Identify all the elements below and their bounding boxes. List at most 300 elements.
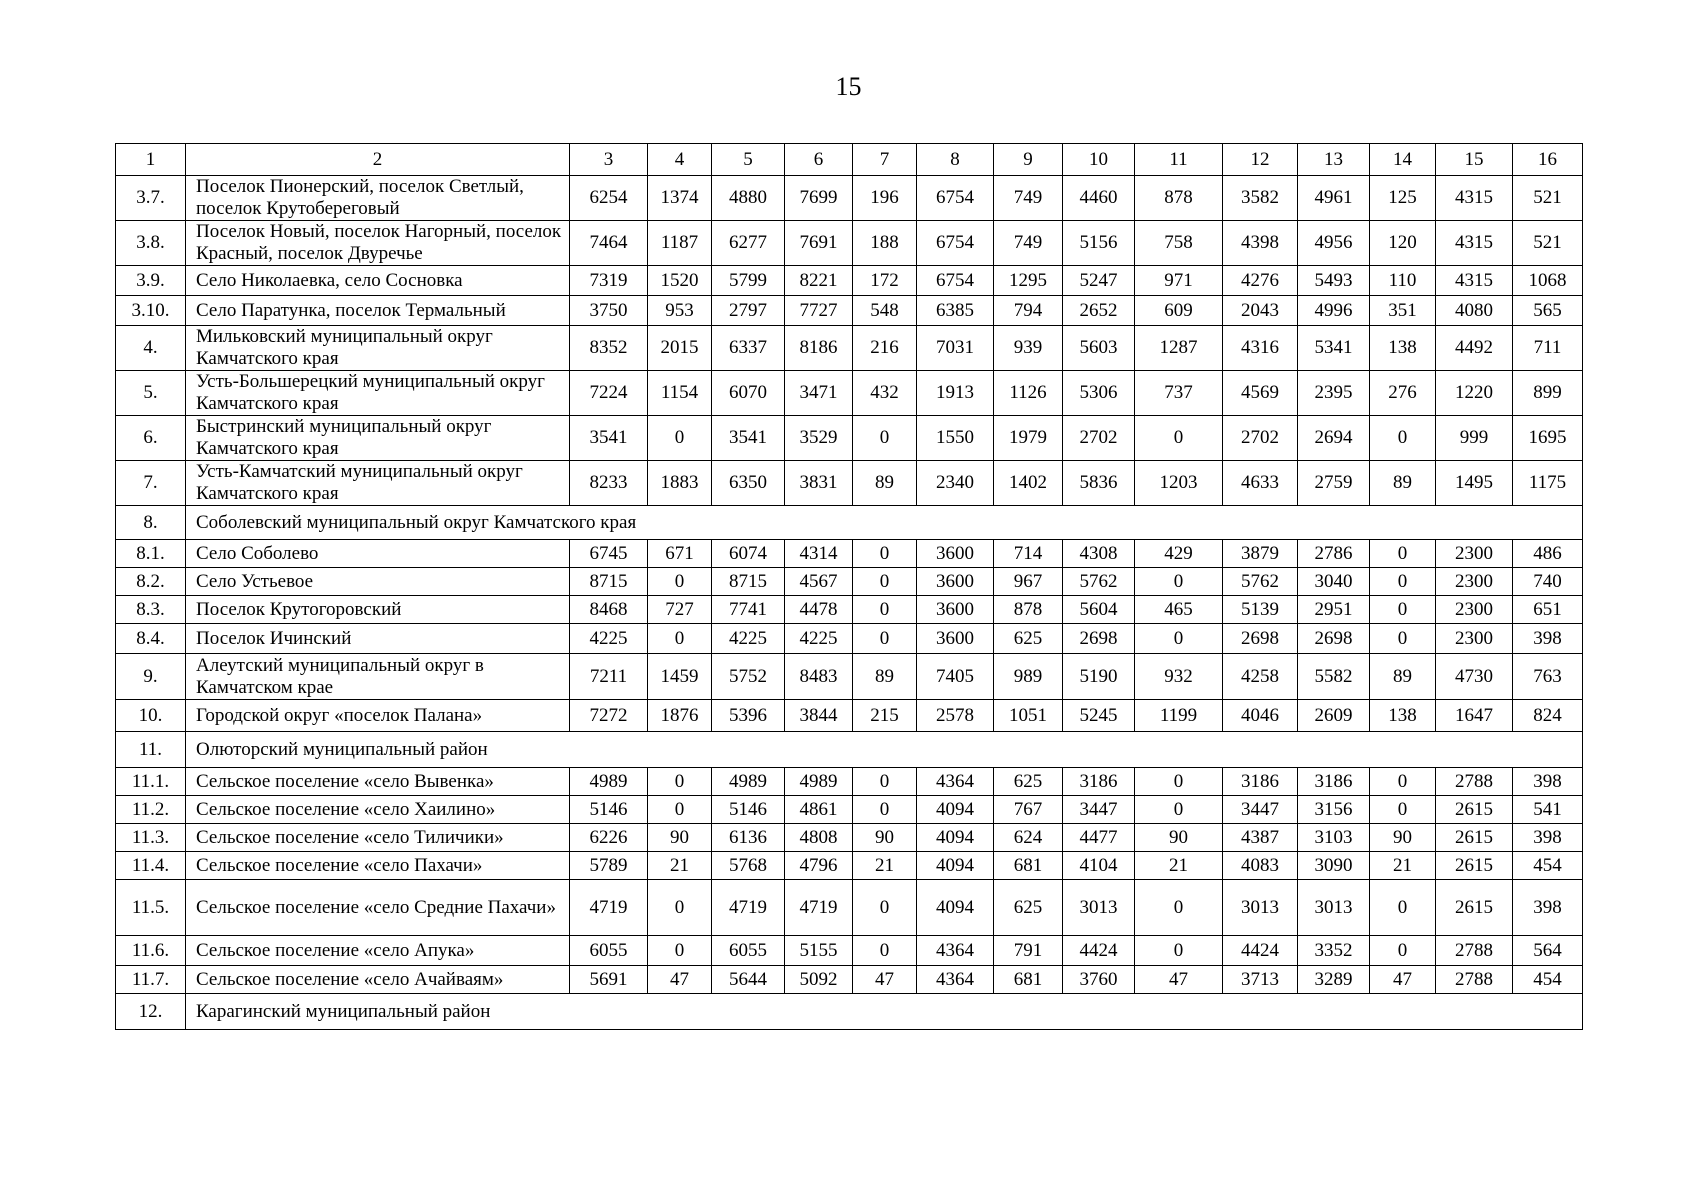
row-number: 8.2.: [116, 568, 186, 596]
table-row: [116, 852, 1583, 880]
value-cell: 3103: [1298, 824, 1370, 852]
value-cell: 454: [1513, 852, 1583, 880]
value-cell: 3186: [1063, 768, 1135, 796]
row-number: 11.4.: [116, 852, 186, 880]
value-cell: 8233: [570, 461, 648, 506]
value-cell: 89: [1370, 654, 1436, 700]
value-cell: 5603: [1063, 326, 1135, 371]
value-cell: 2615: [1436, 824, 1513, 852]
value-cell: 4316: [1223, 326, 1298, 371]
value-cell: 1459: [648, 654, 712, 700]
value-cell: 1187: [648, 221, 712, 266]
value-cell: 5139: [1223, 596, 1298, 624]
value-cell: 3013: [1063, 880, 1135, 936]
value-cell: 625: [994, 880, 1063, 936]
settlement-name: Алеутский муниципальный округ в Камчатском крае: [186, 654, 570, 700]
value-cell: 8186: [785, 326, 853, 371]
row-number: 8.1.: [116, 540, 186, 568]
value-cell: 47: [1370, 966, 1436, 994]
value-cell: 5493: [1298, 266, 1370, 296]
value-cell: 521: [1513, 221, 1583, 266]
value-cell: 89: [1370, 461, 1436, 506]
value-cell: 90: [1370, 824, 1436, 852]
value-cell: 651: [1513, 596, 1583, 624]
section-name: Олюторский муниципальный район: [186, 732, 1583, 768]
value-cell: 7691: [785, 221, 853, 266]
table-row: [116, 371, 1583, 416]
value-cell: 4225: [785, 624, 853, 654]
table-row: [116, 936, 1583, 966]
value-cell: 1203: [1135, 461, 1223, 506]
value-cell: 2300: [1436, 596, 1513, 624]
value-cell: 3529: [785, 416, 853, 461]
value-cell: 429: [1135, 540, 1223, 568]
value-cell: 3600: [917, 624, 994, 654]
column-header: 11: [1135, 144, 1223, 176]
value-cell: 2615: [1436, 880, 1513, 936]
settlement-name: Сельское поселение «село Ачайваям»: [186, 966, 570, 994]
value-cell: 6754: [917, 266, 994, 296]
column-header: 9: [994, 144, 1063, 176]
value-cell: 5247: [1063, 266, 1135, 296]
value-cell: 4861: [785, 796, 853, 824]
value-cell: 878: [1135, 176, 1223, 221]
value-cell: 5146: [570, 796, 648, 824]
value-cell: 7727: [785, 296, 853, 326]
value-cell: 2698: [1298, 624, 1370, 654]
value-cell: 120: [1370, 221, 1436, 266]
table-row: [116, 654, 1583, 700]
value-cell: 1402: [994, 461, 1063, 506]
row-number: 5.: [116, 371, 186, 416]
value-cell: 351: [1370, 296, 1436, 326]
value-cell: 2694: [1298, 416, 1370, 461]
column-header: 5: [712, 144, 785, 176]
settlement-name: Сельское поселение «село Апука»: [186, 936, 570, 966]
value-cell: 4387: [1223, 824, 1298, 852]
section-row: [116, 994, 1583, 1030]
row-number: 8.: [116, 506, 186, 540]
value-cell: 3541: [712, 416, 785, 461]
row-number: 6.: [116, 416, 186, 461]
table-row: [116, 824, 1583, 852]
settlement-name: Сельское поселение «село Средние Пахачи»: [186, 880, 570, 936]
row-number: 3.9.: [116, 266, 186, 296]
value-cell: 3600: [917, 568, 994, 596]
value-cell: 763: [1513, 654, 1583, 700]
value-cell: 2395: [1298, 371, 1370, 416]
settlement-name: Сельское поселение «село Пахачи»: [186, 852, 570, 880]
value-cell: 2615: [1436, 796, 1513, 824]
table-row: [116, 266, 1583, 296]
value-cell: 4276: [1223, 266, 1298, 296]
value-cell: 0: [648, 880, 712, 936]
value-cell: 7211: [570, 654, 648, 700]
value-cell: 2786: [1298, 540, 1370, 568]
column-header: 13: [1298, 144, 1370, 176]
value-cell: 1550: [917, 416, 994, 461]
value-cell: 4477: [1063, 824, 1135, 852]
value-cell: 4094: [917, 824, 994, 852]
value-cell: 794: [994, 296, 1063, 326]
value-cell: 2702: [1063, 416, 1135, 461]
value-cell: 0: [648, 796, 712, 824]
value-cell: 2015: [648, 326, 712, 371]
value-cell: 5341: [1298, 326, 1370, 371]
value-cell: 1175: [1513, 461, 1583, 506]
value-cell: 8221: [785, 266, 853, 296]
value-cell: 398: [1513, 880, 1583, 936]
value-cell: 3541: [570, 416, 648, 461]
table-row: [116, 624, 1583, 654]
value-cell: 3713: [1223, 966, 1298, 994]
value-cell: 0: [853, 936, 917, 966]
value-cell: 2788: [1436, 768, 1513, 796]
value-cell: 4460: [1063, 176, 1135, 221]
row-number: 11.1.: [116, 768, 186, 796]
value-cell: 5092: [785, 966, 853, 994]
value-cell: 671: [648, 540, 712, 568]
settlement-name: Сельское поселение «село Вывенка»: [186, 768, 570, 796]
value-cell: 5752: [712, 654, 785, 700]
value-cell: 4730: [1436, 654, 1513, 700]
value-cell: 3186: [1223, 768, 1298, 796]
value-cell: 0: [648, 624, 712, 654]
row-number: 7.: [116, 461, 186, 506]
value-cell: 7464: [570, 221, 648, 266]
value-cell: 196: [853, 176, 917, 221]
value-cell: 4046: [1223, 700, 1298, 732]
value-cell: 3750: [570, 296, 648, 326]
row-number: 11.3.: [116, 824, 186, 852]
value-cell: 4961: [1298, 176, 1370, 221]
value-cell: 548: [853, 296, 917, 326]
value-cell: 0: [1370, 880, 1436, 936]
value-cell: 6754: [917, 176, 994, 221]
settlement-name: Село Николаевка, село Сосновка: [186, 266, 570, 296]
value-cell: 4492: [1436, 326, 1513, 371]
value-cell: 0: [853, 568, 917, 596]
column-header: 1: [116, 144, 186, 176]
value-cell: 2578: [917, 700, 994, 732]
value-cell: 2788: [1436, 936, 1513, 966]
value-cell: 5762: [1063, 568, 1135, 596]
column-header: 10: [1063, 144, 1135, 176]
value-cell: 6055: [570, 936, 648, 966]
value-cell: 4989: [570, 768, 648, 796]
table-row: [116, 461, 1583, 506]
value-cell: 3471: [785, 371, 853, 416]
value-cell: 5396: [712, 700, 785, 732]
value-cell: 4719: [570, 880, 648, 936]
value-cell: 967: [994, 568, 1063, 596]
value-cell: 7699: [785, 176, 853, 221]
value-cell: 5155: [785, 936, 853, 966]
value-cell: 5799: [712, 266, 785, 296]
value-cell: 5306: [1063, 371, 1135, 416]
value-cell: 7741: [712, 596, 785, 624]
settlement-name: Поселок Новый, поселок Нагорный, поселок Красный, поселок Двуречье: [186, 221, 570, 266]
value-cell: 4080: [1436, 296, 1513, 326]
value-cell: 138: [1370, 326, 1436, 371]
value-cell: 3013: [1223, 880, 1298, 936]
value-cell: 5245: [1063, 700, 1135, 732]
value-cell: 740: [1513, 568, 1583, 596]
row-number: 11.2.: [116, 796, 186, 824]
value-cell: 711: [1513, 326, 1583, 371]
value-cell: 0: [1370, 540, 1436, 568]
value-cell: 6254: [570, 176, 648, 221]
value-cell: 2951: [1298, 596, 1370, 624]
value-cell: 5582: [1298, 654, 1370, 700]
row-number: 4.: [116, 326, 186, 371]
column-header: 8: [917, 144, 994, 176]
value-cell: 999: [1436, 416, 1513, 461]
value-cell: 5836: [1063, 461, 1135, 506]
value-cell: 2300: [1436, 568, 1513, 596]
value-cell: 4569: [1223, 371, 1298, 416]
value-cell: 3844: [785, 700, 853, 732]
value-cell: 8715: [712, 568, 785, 596]
value-cell: 4478: [785, 596, 853, 624]
value-cell: 90: [853, 824, 917, 852]
value-cell: 0: [853, 540, 917, 568]
row-number: 3.7.: [116, 176, 186, 221]
value-cell: 4364: [917, 966, 994, 994]
value-cell: 5789: [570, 852, 648, 880]
value-cell: 276: [1370, 371, 1436, 416]
value-cell: 7272: [570, 700, 648, 732]
value-cell: 3582: [1223, 176, 1298, 221]
value-cell: 2609: [1298, 700, 1370, 732]
value-cell: 4633: [1223, 461, 1298, 506]
value-cell: 6136: [712, 824, 785, 852]
value-cell: 0: [1135, 880, 1223, 936]
value-cell: 727: [648, 596, 712, 624]
value-cell: 4104: [1063, 852, 1135, 880]
value-cell: 0: [1135, 768, 1223, 796]
value-cell: 4424: [1063, 936, 1135, 966]
settlement-name: Поселок Ичинский: [186, 624, 570, 654]
value-cell: 3289: [1298, 966, 1370, 994]
value-cell: 3879: [1223, 540, 1298, 568]
value-cell: 4996: [1298, 296, 1370, 326]
value-cell: 6226: [570, 824, 648, 852]
value-cell: 0: [1135, 568, 1223, 596]
value-cell: 1287: [1135, 326, 1223, 371]
value-cell: 5644: [712, 966, 785, 994]
value-cell: 1051: [994, 700, 1063, 732]
value-cell: 0: [853, 796, 917, 824]
value-cell: 564: [1513, 936, 1583, 966]
value-cell: 714: [994, 540, 1063, 568]
value-cell: 7405: [917, 654, 994, 700]
header-row: [116, 144, 1583, 176]
value-cell: 1374: [648, 176, 712, 221]
settlement-name: Усть-Камчатский муниципальный округ Камчатского края: [186, 461, 570, 506]
row-number: 11.5.: [116, 880, 186, 936]
value-cell: 971: [1135, 266, 1223, 296]
value-cell: 4989: [712, 768, 785, 796]
value-cell: 609: [1135, 296, 1223, 326]
value-cell: 398: [1513, 824, 1583, 852]
value-cell: 125: [1370, 176, 1436, 221]
value-cell: 6070: [712, 371, 785, 416]
value-cell: 4880: [712, 176, 785, 221]
value-cell: 5762: [1223, 568, 1298, 596]
value-cell: 4258: [1223, 654, 1298, 700]
value-cell: 5691: [570, 966, 648, 994]
value-cell: 737: [1135, 371, 1223, 416]
value-cell: 4314: [785, 540, 853, 568]
value-cell: 8468: [570, 596, 648, 624]
value-cell: 0: [853, 768, 917, 796]
value-cell: 1495: [1436, 461, 1513, 506]
value-cell: 6745: [570, 540, 648, 568]
value-cell: 4424: [1223, 936, 1298, 966]
value-cell: 3352: [1298, 936, 1370, 966]
value-cell: 0: [1135, 796, 1223, 824]
table-row: [116, 796, 1583, 824]
column-header: 3: [570, 144, 648, 176]
value-cell: 4225: [712, 624, 785, 654]
settlement-name: Село Соболево: [186, 540, 570, 568]
value-cell: 0: [1135, 416, 1223, 461]
value-cell: 681: [994, 966, 1063, 994]
value-cell: 454: [1513, 966, 1583, 994]
value-cell: 215: [853, 700, 917, 732]
value-cell: 3156: [1298, 796, 1370, 824]
row-number: 8.3.: [116, 596, 186, 624]
value-cell: 47: [853, 966, 917, 994]
table-row: [116, 768, 1583, 796]
value-cell: 6337: [712, 326, 785, 371]
column-header: 16: [1513, 144, 1583, 176]
value-cell: 0: [648, 568, 712, 596]
value-cell: 0: [648, 768, 712, 796]
value-cell: 6385: [917, 296, 994, 326]
settlement-name: Сельское поселение «село Хаилино»: [186, 796, 570, 824]
value-cell: 932: [1135, 654, 1223, 700]
value-cell: 8715: [570, 568, 648, 596]
value-cell: 0: [648, 416, 712, 461]
value-cell: 1126: [994, 371, 1063, 416]
value-cell: 5604: [1063, 596, 1135, 624]
table-row: [116, 880, 1583, 936]
value-cell: 953: [648, 296, 712, 326]
section-row: [116, 732, 1583, 768]
value-cell: 4315: [1436, 176, 1513, 221]
value-cell: 4808: [785, 824, 853, 852]
value-cell: 21: [1370, 852, 1436, 880]
value-cell: 4315: [1436, 221, 1513, 266]
value-cell: 7224: [570, 371, 648, 416]
value-cell: 0: [853, 624, 917, 654]
value-cell: 188: [853, 221, 917, 266]
value-cell: 2698: [1223, 624, 1298, 654]
settlement-name: Сельское поселение «село Тиличики»: [186, 824, 570, 852]
table-row: [116, 966, 1583, 994]
value-cell: 3600: [917, 540, 994, 568]
value-cell: 4567: [785, 568, 853, 596]
column-header: 4: [648, 144, 712, 176]
value-cell: 625: [994, 768, 1063, 796]
value-cell: 138: [1370, 700, 1436, 732]
value-cell: 6074: [712, 540, 785, 568]
value-cell: 0: [1370, 596, 1436, 624]
value-cell: 432: [853, 371, 917, 416]
page-number: 15: [835, 72, 862, 101]
value-cell: 4398: [1223, 221, 1298, 266]
row-number: 3.8.: [116, 221, 186, 266]
value-cell: 0: [1370, 796, 1436, 824]
column-header: 7: [853, 144, 917, 176]
value-cell: 2043: [1223, 296, 1298, 326]
value-cell: 4083: [1223, 852, 1298, 880]
value-cell: 541: [1513, 796, 1583, 824]
table-row: [116, 596, 1583, 624]
value-cell: 7031: [917, 326, 994, 371]
value-cell: 4364: [917, 936, 994, 966]
settlement-name: Усть-Большерецкий муниципальный округ Камчатского края: [186, 371, 570, 416]
row-number: 12.: [116, 994, 186, 1030]
value-cell: 47: [648, 966, 712, 994]
value-cell: 3186: [1298, 768, 1370, 796]
value-cell: 681: [994, 852, 1063, 880]
value-cell: 0: [853, 880, 917, 936]
value-cell: 6277: [712, 221, 785, 266]
value-cell: 3447: [1063, 796, 1135, 824]
value-cell: 1154: [648, 371, 712, 416]
value-cell: 2797: [712, 296, 785, 326]
value-cell: 4956: [1298, 221, 1370, 266]
value-cell: 4315: [1436, 266, 1513, 296]
value-cell: 21: [1135, 852, 1223, 880]
settlement-name: Поселок Крутогоровский: [186, 596, 570, 624]
table-row: [116, 568, 1583, 596]
settlement-name: Мильковский муниципальный округ Камчатского края: [186, 326, 570, 371]
value-cell: 3090: [1298, 852, 1370, 880]
value-cell: 2702: [1223, 416, 1298, 461]
value-cell: 4308: [1063, 540, 1135, 568]
value-cell: 1979: [994, 416, 1063, 461]
value-cell: 2300: [1436, 540, 1513, 568]
table-row: [116, 416, 1583, 461]
value-cell: 3760: [1063, 966, 1135, 994]
data-table: [115, 143, 1583, 1030]
column-header: 12: [1223, 144, 1298, 176]
value-cell: 4225: [570, 624, 648, 654]
value-cell: 0: [1370, 936, 1436, 966]
row-number: 11.: [116, 732, 186, 768]
value-cell: 1913: [917, 371, 994, 416]
value-cell: 1199: [1135, 700, 1223, 732]
value-cell: 5768: [712, 852, 785, 880]
value-cell: 0: [1370, 568, 1436, 596]
value-cell: 521: [1513, 176, 1583, 221]
value-cell: 4094: [917, 796, 994, 824]
value-cell: 21: [853, 852, 917, 880]
value-cell: 8352: [570, 326, 648, 371]
value-cell: 1695: [1513, 416, 1583, 461]
value-cell: 2788: [1436, 966, 1513, 994]
value-cell: 110: [1370, 266, 1436, 296]
value-cell: 767: [994, 796, 1063, 824]
settlement-name: Городской округ «поселок Палана»: [186, 700, 570, 732]
value-cell: 625: [994, 624, 1063, 654]
column-header: 15: [1436, 144, 1513, 176]
value-cell: 3013: [1298, 880, 1370, 936]
